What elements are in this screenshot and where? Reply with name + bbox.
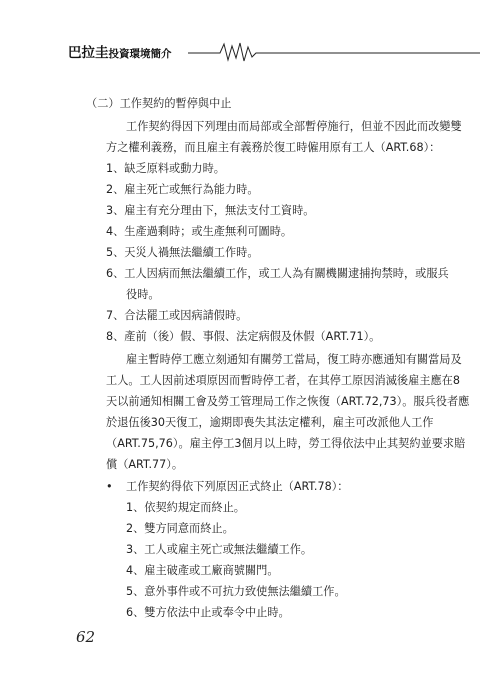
paragraph-line: （ART.75,76）。雇主停工3個月以上時，勞工得依法中止其契約並要求賠	[106, 437, 466, 450]
termination-item: 2、雙方同意而終止。	[126, 522, 234, 535]
header-title	[68, 41, 172, 61]
paragraph-line: 雇主暫時停工應立刻通知有關勞工當局，復工時亦應通知有關當局及	[126, 353, 462, 366]
intro-line-1: 工作契約得因下列理由而局部或全部暫停施行，但並不因此而改變雙	[126, 120, 462, 133]
bullet-text: 工作契約得依下列原因正式終止（ART.78）：	[126, 480, 349, 493]
intro-line-2: 方之權利義務，而且雇主有義務於復工時僱用原有工人（ART.68）：	[106, 141, 441, 154]
suspension-item: 5、天災人禍無法繼續工作時。	[106, 246, 259, 259]
bullet-symbol: •	[106, 480, 113, 493]
paragraph-line: 工人。工人因前述項原因而暫時停工者，在其停工原因消滅後雇主應在8	[106, 374, 460, 387]
header-title-main: 巴拉圭	[68, 45, 109, 61]
suspension-item: 6、工人因病而無法繼續工作，或工人為有關機關逮捕拘禁時，或服兵	[106, 267, 449, 280]
termination-item: 5、意外事件或不可抗力致使無法繼續工作。	[126, 585, 346, 598]
suspension-item: 2、雇主死亡或無行為能力時。	[106, 183, 259, 196]
suspension-item: 8、產前（後）假、事假、法定病假及休假（ART.71）。	[106, 330, 381, 343]
termination-item: 6、雙方依法中止或奉令中止時。	[126, 606, 290, 619]
suspension-item: 3、雇主有充分理由下，無法支付工資時。	[106, 204, 315, 217]
suspension-item: 1、缺乏原料或動力時。	[106, 162, 225, 175]
page-number: 62	[76, 628, 96, 646]
section-heading: （二）工作契約的暫停與中止	[86, 97, 232, 110]
termination-item: 3、工人或雇主死亡或無法繼續工作。	[126, 543, 313, 556]
termination-item: 1、依契約規定而終止。	[126, 501, 245, 514]
paragraph-line: 於退伍後30天復工，逾期即喪失其法定權利，雇主可改派他人工作	[106, 416, 434, 429]
header-wave-line	[188, 40, 480, 64]
suspension-item: 7、合法罷工或因病請假時。	[106, 309, 248, 322]
termination-item: 4、雇主破產或工廠商號關門。	[126, 564, 279, 577]
suspension-item: 4、生產過剩時；或生產無利可圖時。	[106, 225, 293, 238]
running-header	[68, 40, 428, 64]
suspension-item-continuation: 役時。	[126, 288, 160, 301]
header-title-sub: 投資環境簡介	[108, 48, 172, 60]
paragraph-line: 償（ART.77）。	[106, 458, 184, 471]
paragraph-line: 天以前通知相關工會及勞工管理局工作之恢復（ART.72,73）。服兵役者應	[106, 395, 470, 408]
